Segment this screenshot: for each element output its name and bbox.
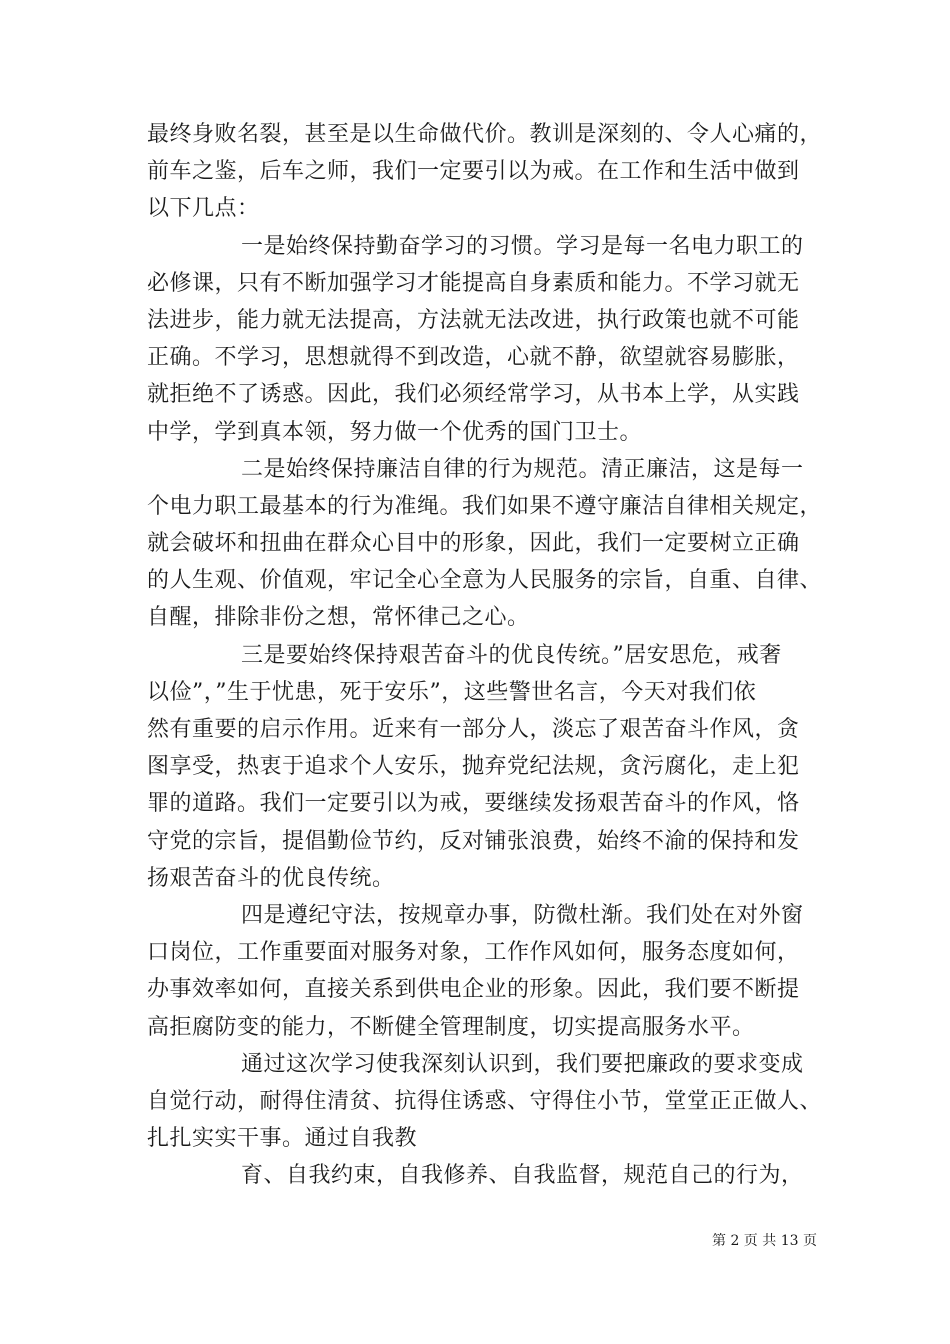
body-text [147, 116, 823, 1194]
text-line: 自醒，排除非份之想，常怀律己之心。 [147, 605, 530, 631]
paragraph-start-line: 一是始终保持勤奋学习的习惯。学习是每一名电力职工的 [241, 233, 804, 259]
text-line: 必修课，只有不断加强学习才能提高自身素质和能力。不学习就无 [147, 270, 800, 296]
text-line: 就拒绝不了诱惑。因此，我们必须经常学习，从书本上学，从实践 [147, 382, 800, 408]
text-line: 个电力职工最基本的行为准绳。我们如果不遵守廉洁自律相关规定， [147, 493, 823, 519]
paragraph-start-line: 二是始终保持廉洁自律的行为规范。清正廉洁，这是每一 [241, 456, 804, 482]
text-line: 罪的道路。我们一定要引以为戒，要继续发扬艰苦奋斗的作风，恪 [147, 791, 800, 817]
text-line: 图享受，热衷于追求个人安乐，抛弃党纪法规，贪污腐化，走上犯 [147, 754, 800, 780]
text-line: 扬艰苦奋斗的优良传统。 [147, 865, 395, 891]
text-line: 就会破坏和扭曲在群众心目中的形象，因此，我们一定要树立正确 [147, 531, 800, 557]
text-line: 中学，学到真本领，努力做一个优秀的国门卫士。 [147, 419, 643, 445]
text-line: 以俭”，”生于忧患，死于安乐”，这些警世名言，今天对我们依 [147, 679, 757, 705]
paragraph-start-line: 三是要始终保持艰苦奋斗的优良传统。”居安思危，戒奢 [241, 642, 782, 668]
text-line: 前车之鉴，后车之师，我们一定要引以为戒。在工作和生活中做到 [147, 159, 800, 185]
text-line: 自觉行动，耐得住清贫、抗得住诱惑、守得住小节，堂堂正正做人、 [147, 1088, 823, 1114]
text-line: 的人生观、价值观，牢记全心全意为人民服务的宗旨，自重、自律、 [147, 568, 823, 594]
text-line: 高拒腐防变的能力，不断健全管理制度，切实提高服务水平。 [147, 1014, 755, 1040]
text-line: 守党的宗旨，提倡勤俭节约，反对铺张浪费，始终不渝的保持和发 [147, 828, 800, 854]
text-line: 正确。不学习，思想就得不到改造，心就不静，欲望就容易膨胀， [147, 345, 800, 371]
paragraph-start-line: 四是遵纪守法，按规章办事，防微杜渐。我们处在对外窗 [241, 902, 804, 928]
text-line: 扎扎实实干事。通过自我教 [147, 1126, 418, 1152]
paragraph-start-line: 通过这次学习使我深刻认识到，我们要把廉政的要求变成 [241, 1051, 804, 1077]
page-number-footer: 第 2 页 共 13 页 [712, 1233, 817, 1249]
paragraph-start-line: 育、自我约束，自我修养、自我监督，规范自己的行为， [241, 1163, 804, 1189]
text-line: 最终身败名裂，甚至是以生命做代价。教训是深刻的、令人心痛的， [147, 122, 823, 147]
text-line: 口岗位，工作重要面对服务对象，工作作风如何，服务态度如何， [147, 940, 800, 966]
text-line: 然有重要的启示作用。近来有一部分人，淡忘了艰苦奋斗作风，贪 [147, 717, 800, 742]
text-line: 以下几点： [147, 196, 260, 222]
text-line: 办事效率如何，直接关系到供电企业的形象。因此，我们要不断提 [147, 977, 800, 1003]
text-line: 法进步，能力就无法提高，方法就无法改进，执行政策也就不可能 [147, 307, 800, 333]
